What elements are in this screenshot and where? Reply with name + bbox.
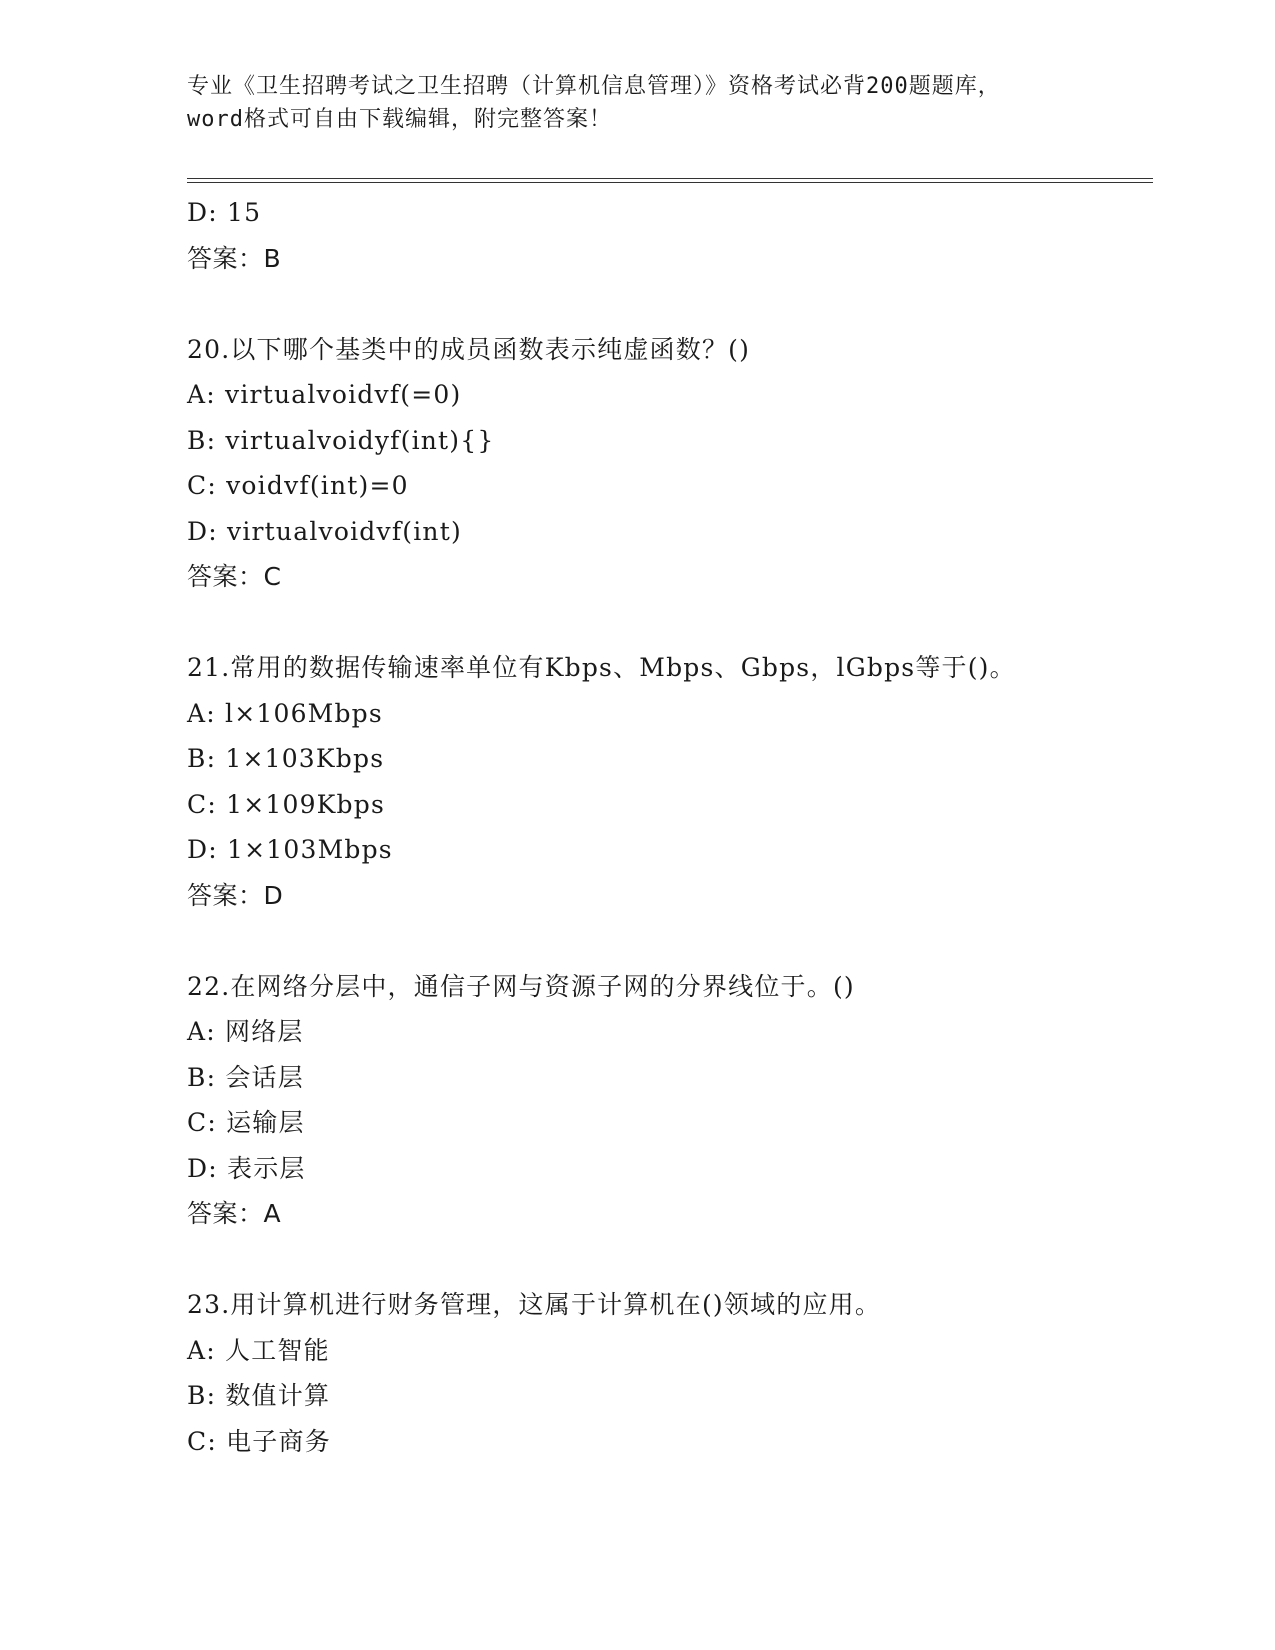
option-b: B: 1×103Kbps — [187, 744, 385, 773]
answer-line: 答案：C — [187, 562, 282, 591]
question-stem: 21.常用的数据传输速率单位有Kbps、Mbps、Gbps，lGbps等于()。 — [187, 653, 1016, 682]
option-c: C: voidvf(int)=0 — [187, 471, 409, 500]
spacer — [187, 600, 1153, 646]
question-20 — [187, 327, 1153, 600]
option-c: C: 运输层 — [187, 1108, 305, 1137]
header-divider-bottom — [187, 182, 1153, 183]
option-d: D: 1×103Mbps — [187, 835, 393, 864]
option-c: C: 1×109Kbps — [187, 789, 385, 819]
spacer — [187, 281, 1153, 327]
question-stem: 20.以下哪个基类中的成员函数表示纯虚函数？() — [187, 334, 751, 364]
option-b: B: 数值计算 — [187, 1381, 331, 1410]
option-d: D: 表示层 — [187, 1153, 306, 1183]
question-23 — [187, 1282, 1153, 1464]
header-line-2: word格式可自由下载编辑，附完整答案！ — [187, 107, 612, 132]
question-22 — [187, 964, 1153, 1237]
question-list — [187, 190, 1153, 1464]
option-b: B: virtualvoidyf(int){} — [187, 425, 495, 455]
spacer — [187, 1237, 1153, 1283]
question-21 — [187, 645, 1153, 918]
option-a: A: l×106Mbps — [187, 698, 383, 728]
spacer — [187, 918, 1153, 964]
document-header — [187, 70, 1087, 136]
option-c: C: 电子商务 — [187, 1426, 331, 1456]
option-d: D: virtualvoidvf(int) — [187, 516, 462, 546]
question-stem: 23.用计算机进行财务管理，这属于计算机在()领域的应用。 — [187, 1290, 882, 1319]
answer-line: 答案：D — [187, 880, 284, 910]
answer-line: 答案：B — [187, 243, 282, 273]
header-divider-top — [187, 178, 1153, 179]
option-a: A: virtualvoidvf(=0) — [187, 380, 462, 409]
header-line-1: 专业《卫生招聘考试之卫生招聘（计算机信息管理）》资格考试必背200题题库， — [187, 74, 1001, 99]
option-d: D: 15 — [187, 198, 262, 227]
option-a: A: 网络层 — [187, 1017, 304, 1046]
question-stem: 22.在网络分层中，通信子网与资源子网的分界线位于。() — [187, 971, 855, 1001]
option-a: A: 人工智能 — [187, 1335, 330, 1365]
option-b: B: 会话层 — [187, 1062, 304, 1092]
previous-question-tail — [187, 190, 1153, 281]
answer-line: 答案：A — [187, 1199, 282, 1228]
